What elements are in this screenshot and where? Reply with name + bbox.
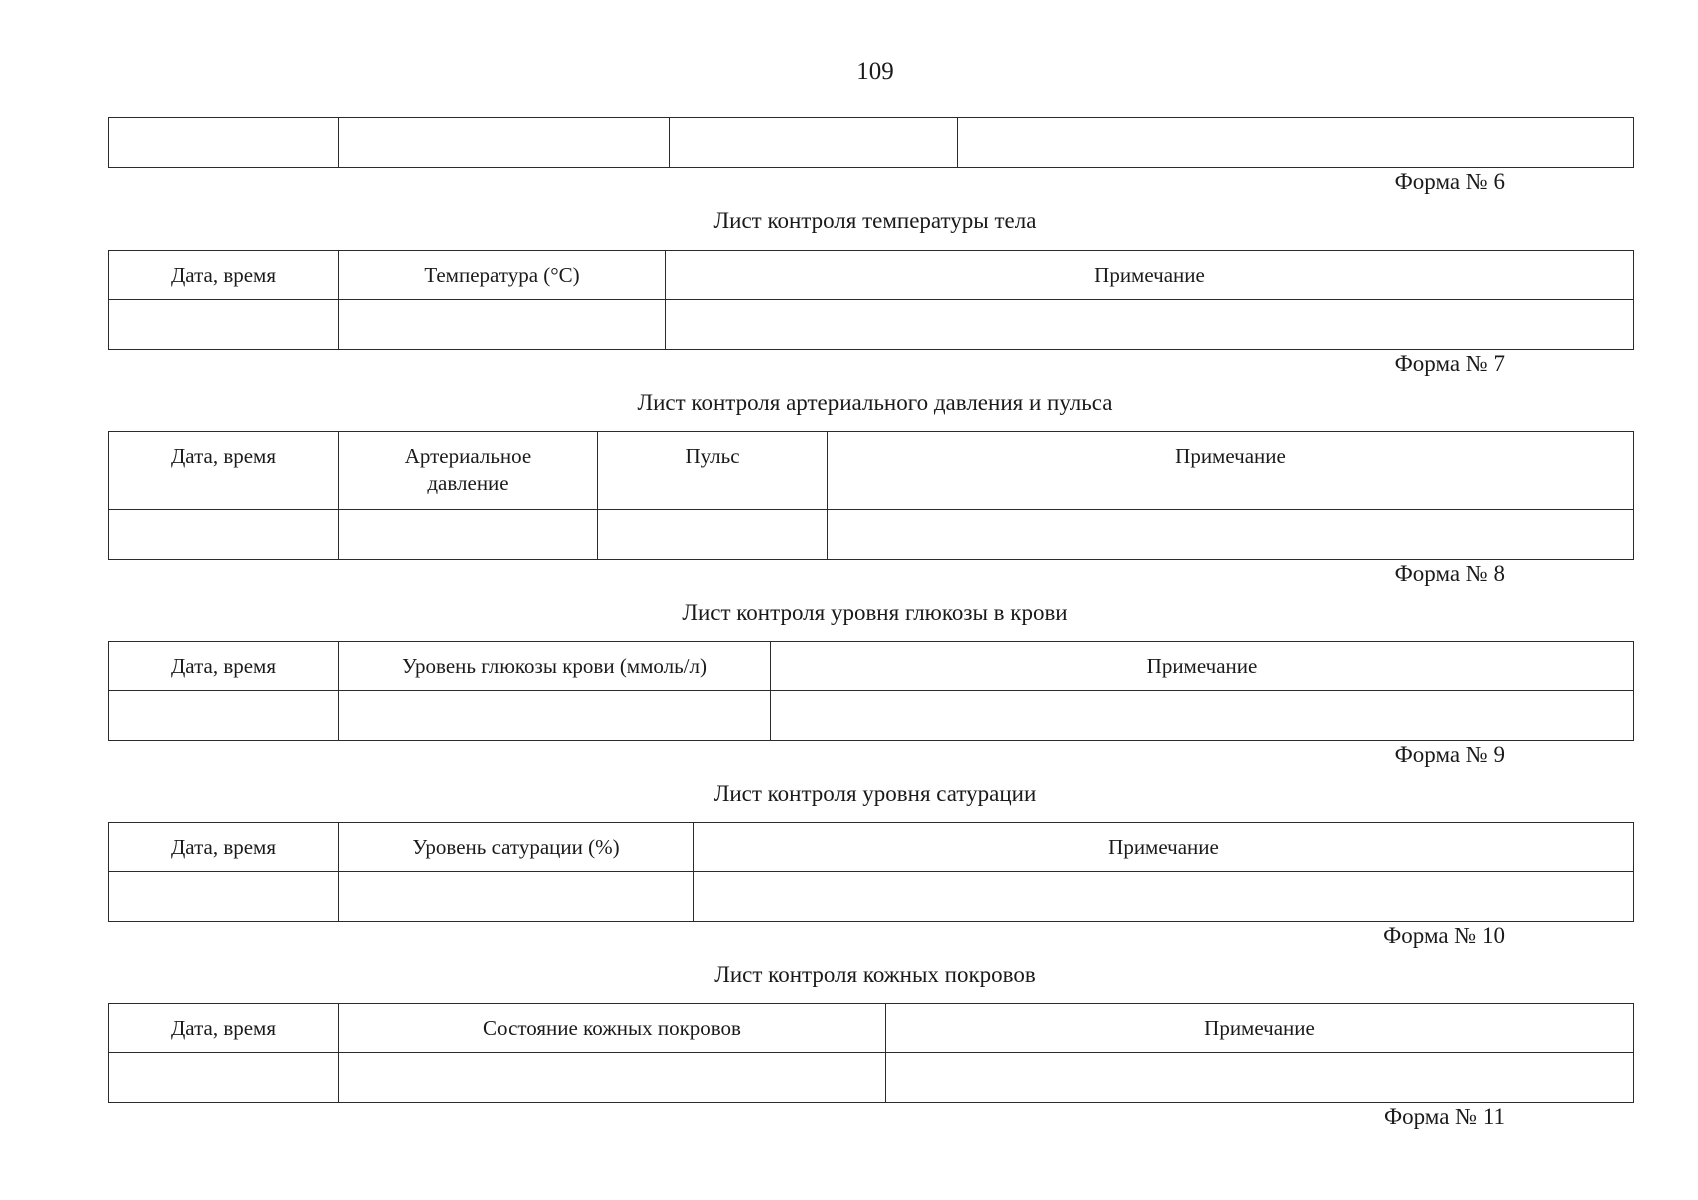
empty-cell[interactable] [958, 118, 1634, 168]
empty-cell[interactable] [771, 691, 1634, 741]
sheet-title: Лист контроля артериального давления и пульса [637, 390, 1113, 415]
column-header-text: Артериальное давление [404, 444, 532, 495]
column-header: Дата, время [109, 432, 339, 510]
column-header: Уровень глюкозы крови (ммоль/л) [339, 642, 771, 691]
form-label: Форма № 6 [1394, 169, 1505, 194]
column-header: Примечание [886, 1004, 1634, 1053]
empty-cell[interactable] [828, 510, 1634, 560]
empty-cell[interactable] [886, 1053, 1634, 1103]
empty-cell[interactable] [666, 300, 1634, 350]
column-header [339, 432, 598, 510]
empty-cell[interactable] [339, 1053, 886, 1103]
column-header: Температура (°С) [339, 251, 666, 300]
continuation-table [108, 117, 1634, 168]
form-label: Форма № 7 [1394, 351, 1505, 376]
column-header: Примечание [771, 642, 1634, 691]
empty-cell[interactable] [339, 118, 670, 168]
sheet-title: Лист контроля температуры тела [713, 208, 1037, 233]
empty-cell[interactable] [109, 510, 339, 560]
column-header: Примечание [666, 251, 1634, 300]
form-label: Форма № 9 [1394, 742, 1505, 767]
column-header: Дата, время [109, 1004, 339, 1053]
saturation-table [108, 822, 1634, 922]
column-header: Примечание [694, 823, 1634, 872]
sheet-title: Лист контроля уровня сатурации [713, 781, 1037, 806]
column-header: Дата, время [109, 642, 339, 691]
form-label: Форма № 11 [1383, 1104, 1505, 1129]
empty-cell[interactable] [339, 691, 771, 741]
column-header: Пульс [598, 432, 828, 510]
empty-cell[interactable] [598, 510, 828, 560]
skin-table [108, 1003, 1634, 1103]
column-header: Состояние кожных покровов [339, 1004, 886, 1053]
glucose-table [108, 641, 1634, 741]
empty-cell[interactable] [339, 300, 666, 350]
empty-cell[interactable] [109, 872, 339, 922]
sheet-title: Лист контроля уровня глюкозы в крови [682, 600, 1068, 625]
sheet-title: Лист контроля кожных покровов [714, 962, 1036, 987]
page-number: 109 [856, 58, 894, 85]
form-label: Форма № 8 [1394, 561, 1505, 586]
column-header: Дата, время [109, 251, 339, 300]
column-header: Дата, время [109, 823, 339, 872]
column-header: Уровень сатурации (%) [339, 823, 694, 872]
form-label: Форма № 10 [1383, 923, 1505, 948]
empty-cell[interactable] [109, 118, 339, 168]
empty-cell[interactable] [694, 872, 1634, 922]
empty-cell[interactable] [109, 300, 339, 350]
column-header: Примечание [828, 432, 1634, 510]
empty-cell[interactable] [339, 510, 598, 560]
temperature-table [108, 250, 1634, 350]
empty-cell[interactable] [339, 872, 694, 922]
blood-pressure-table [108, 431, 1634, 560]
empty-cell[interactable] [109, 1053, 339, 1103]
empty-cell[interactable] [109, 691, 339, 741]
empty-cell[interactable] [670, 118, 958, 168]
